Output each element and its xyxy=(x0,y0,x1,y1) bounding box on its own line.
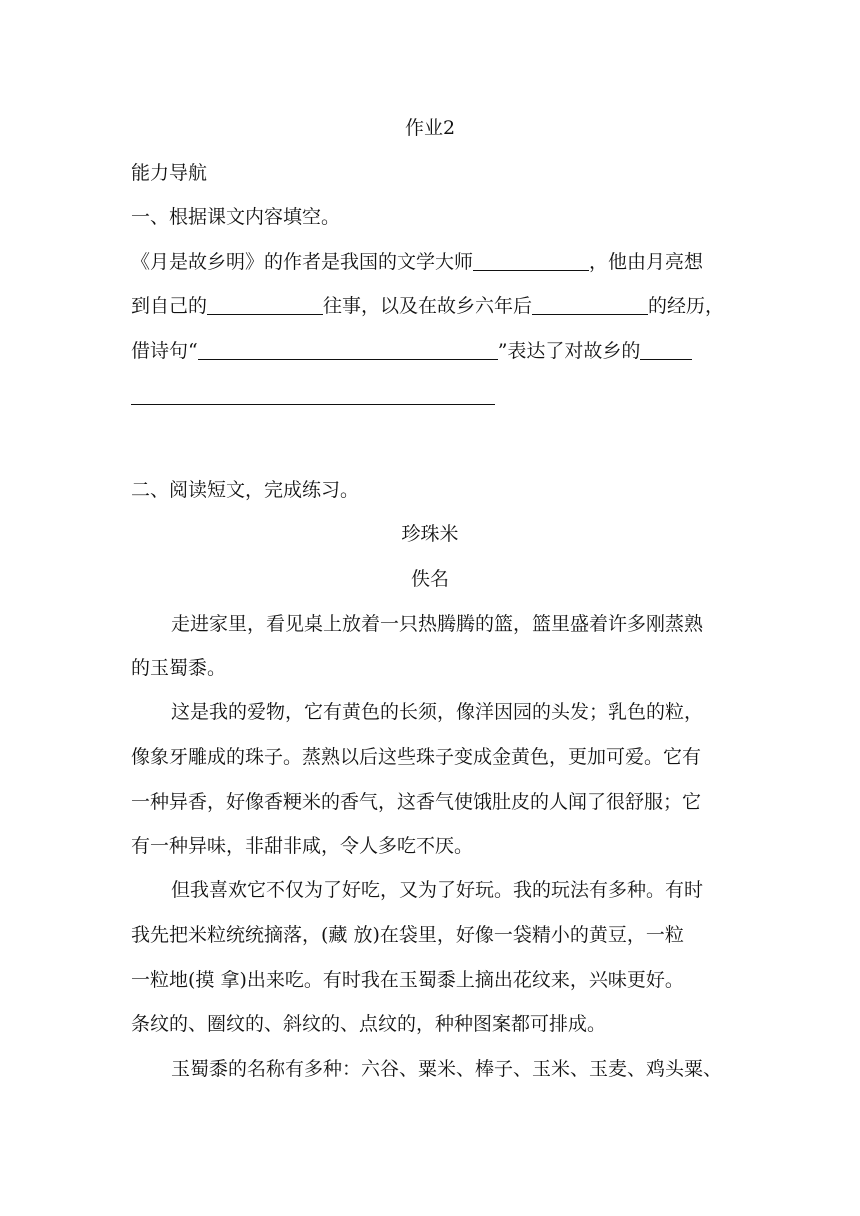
fill-text: 借诗句“ xyxy=(131,340,198,362)
passage-line: 像象牙雕成的珠子。蒸熟以后这些珠子变成金黄色，更加可爱。它有 xyxy=(131,746,702,768)
experience-blank[interactable] xyxy=(532,294,648,315)
feeling-blank-continuation[interactable] xyxy=(131,404,495,405)
passage-line: 我先把米粒统统摘落，(藏 放)在袋里，好像一袋精小的黄豆，一粒 xyxy=(131,924,684,946)
fill-text: 到自己的 xyxy=(131,295,208,317)
passage-line: 条纹的、圈纹的、斜纹的、点纹的，种种图案都可排成。 xyxy=(131,1013,607,1035)
passage-line: 有一种异味，非甜非咸，令人多吃不厌。 xyxy=(131,835,474,857)
fill-line-2 xyxy=(131,292,741,320)
part2-heading: 二、阅读短文，完成练习。 xyxy=(131,479,360,501)
fill-text: 的经历， xyxy=(648,295,725,317)
fill-text: ”表达了对故乡的 xyxy=(497,340,641,362)
passage-line: 一粒地(摸 拿)出来吃。有时我在玉蜀黍上摘出花纹来，兴味更好。 xyxy=(131,969,684,991)
passage-line: 一种异香，好像香粳米的香气，这香气使饿肚皮的人闻了很舒服；它 xyxy=(131,791,702,813)
passage-line: 玉蜀黍的名称有多种：六谷、粟米、棒子、玉米、玉麦、鸡头粟、 xyxy=(171,1058,723,1080)
fill-text: ，他由月亮想 xyxy=(589,251,704,273)
fill-text: 往事，以及在故乡六年后 xyxy=(323,295,533,317)
fill-line-1 xyxy=(131,248,741,276)
author-blank[interactable] xyxy=(473,250,589,271)
passage-line: 这是我的爱物，它有黄色的长须，像洋因园的头发；乳色的粒， xyxy=(171,701,704,723)
poem-line-blank[interactable] xyxy=(198,339,498,360)
passage-line: 但我喜欢它不仅为了好吃，又为了好玩。我的玩法有多种。有时 xyxy=(171,879,704,901)
fill-line-3 xyxy=(131,337,741,365)
section-label: 能力导航 xyxy=(131,162,208,184)
fill-text: 《月是故乡明》的作者是我国的文学大师 xyxy=(131,251,474,273)
passage-line: 走进家里，看见桌上放着一只热腾腾的篮，篮里盛着许多刚蒸熟 xyxy=(171,613,704,635)
story-author: 佚名 xyxy=(410,568,449,590)
story-title: 珍珠米 xyxy=(401,523,459,545)
feeling-blank-start[interactable] xyxy=(640,339,692,360)
passage-line: 的玉蜀黍。 xyxy=(131,657,227,679)
page-title: 作业2 xyxy=(404,117,456,139)
past-events-blank[interactable] xyxy=(207,294,323,315)
part1-heading: 一、根据课文内容填空。 xyxy=(131,206,341,228)
